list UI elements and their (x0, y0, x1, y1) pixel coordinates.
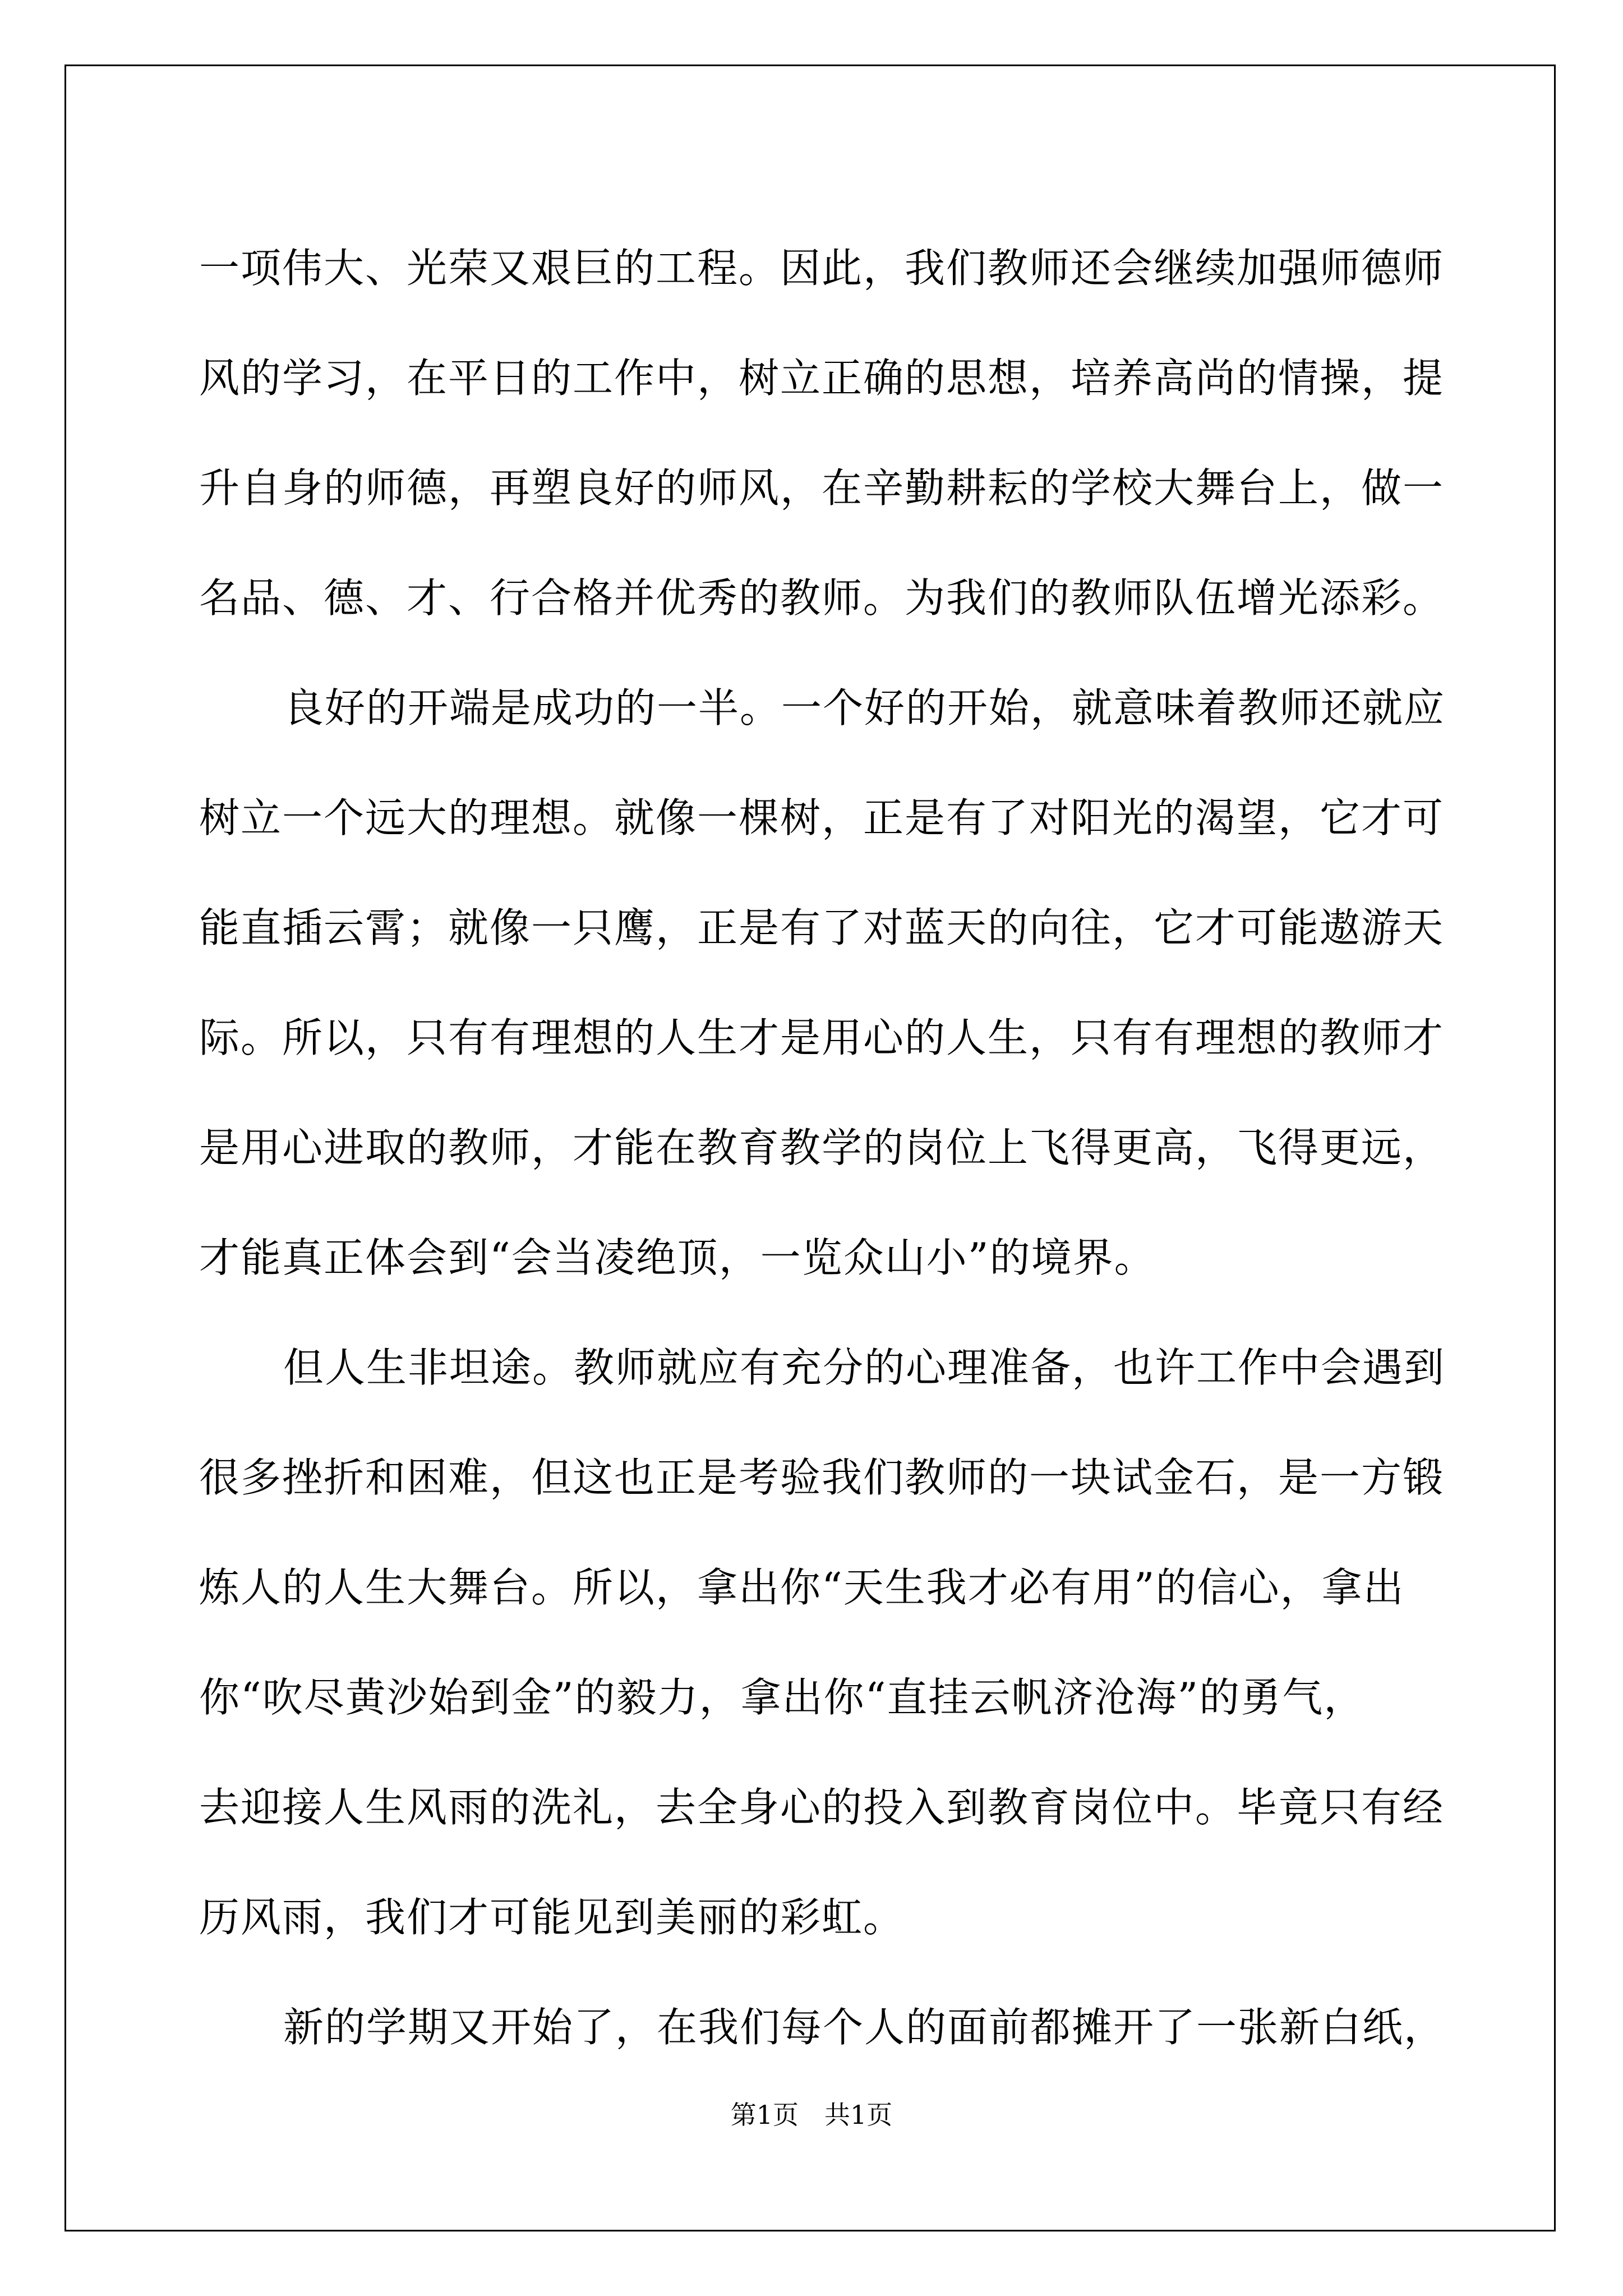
text-line: 风的学习，在平日的工作中，树立正确的思想，培养高尚的情操，提 (199, 355, 1445, 402)
document-body (199, 213, 1446, 2082)
text-line: 升自身的师德，再塑良好的师风，在辛勤耕耘的学校大舞台上，做一 (199, 464, 1445, 512)
text-line: 树立一个远大的理想。就像一棵树，正是有了对阳光的渴望，它才可 (199, 794, 1445, 841)
text-line: 际。所以，只有有理想的人生才是用心的人生，只有有理想的教师才 (199, 1014, 1445, 1061)
paragraph-first-line: 新的学期又开始了，在我们每个人的面前都摊开了一张新白纸， (283, 2004, 1446, 2051)
text-line: 历风雨，我们才可能见到美丽的彩虹。 (199, 1894, 905, 1941)
text-line: 能直插云霄；就像一只鹰，正是有了对蓝天的向往，它才可能遨游天 (199, 904, 1445, 951)
text-line: 炼人的人生大舞台。所以，拿出你“天生我才必有用”的信心，拿出 (199, 1564, 1405, 1611)
text-line: 很多挫折和困难，但这也正是考验我们教师的一块试金石，是一方锻 (199, 1454, 1445, 1501)
paragraph-first-line: 但人生非坦途。教师就应有充分的心理准备，也许工作中会遇到 (283, 1344, 1446, 1391)
text-line: 去迎接人生风雨的洗礼，去全身心的投入到教育岗位中。毕竟只有经 (199, 1784, 1445, 1831)
text-line: 是用心进取的教师，才能在教育教学的岗位上飞得更高，飞得更远， (199, 1124, 1445, 1171)
text-line: 一项伟大、光荣又艰巨的工程。因此，我们教师还会继续加强师德师 (199, 245, 1445, 292)
text-line: 名品、德、才、行合格并优秀的教师。为我们的教师队伍增光添彩。 (199, 574, 1445, 622)
paragraph-first-line: 良好的开端是成功的一半。一个好的开始，就意味着教师还就应 (283, 684, 1446, 731)
text-line: 才能真正体会到“会当凌绝顶，一览众山小”的境界。 (199, 1234, 1156, 1281)
page-number: 第1页 共1页 (730, 2100, 893, 2130)
text-line: 你“吹尽黄沙始到金”的毅力，拿出你“直挂云帆济沧海”的勇气， (199, 1674, 1366, 1721)
